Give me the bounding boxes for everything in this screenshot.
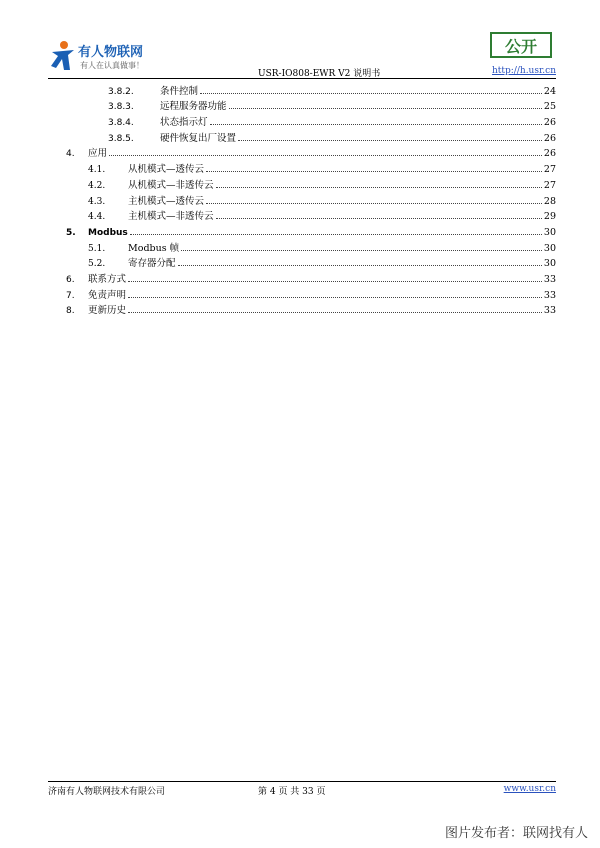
toc-entry[interactable] — [48, 254, 556, 270]
toc-entry-number: 4.2. — [88, 180, 106, 191]
toc-entry-page: 33 — [543, 305, 556, 317]
toc-entry[interactable] — [48, 97, 556, 113]
toc-entry[interactable] — [48, 301, 556, 317]
toc-entry-number: 3.8.4. — [108, 118, 134, 129]
watermark: 图片发布者：联网找有人 — [444, 826, 588, 841]
footer-divider — [48, 781, 556, 782]
toc-entry-number: 3.8.2. — [108, 86, 134, 97]
toc-leader-dots — [238, 140, 542, 141]
toc-entry[interactable] — [48, 159, 556, 175]
header-divider — [48, 78, 556, 79]
toc-entry-number: 5.1. — [88, 243, 106, 254]
toc-entry-page: 26 — [543, 148, 556, 160]
brand-name: 有人物联网 — [78, 45, 144, 60]
toc-entry-number: 8. — [66, 306, 75, 317]
toc-leader-dots — [210, 124, 542, 125]
toc-entry-title: 主机模式—透传云 — [128, 195, 205, 207]
toc-entry[interactable] — [48, 81, 556, 97]
toc-entry-page: 26 — [543, 117, 556, 129]
footer-page-number: 第 4 页 共 33 页 — [258, 787, 326, 797]
table-of-contents — [48, 81, 556, 316]
toc-leader-dots — [178, 265, 542, 266]
company-logo — [48, 38, 168, 78]
person-logo-icon — [48, 40, 78, 72]
toc-entry[interactable] — [48, 285, 556, 301]
footer-website-link[interactable]: www.usr.cn — [503, 784, 556, 794]
toc-entry-title: 从机模式—透传云 — [128, 164, 205, 176]
toc-entry-title: 远程服务器功能 — [160, 101, 227, 113]
toc-leader-dots — [216, 187, 542, 188]
toc-entry-number: 4.4. — [88, 212, 106, 223]
toc-entry[interactable] — [48, 112, 556, 128]
brand-slogan: 有人在认真做事！ — [80, 61, 144, 70]
toc-leader-dots — [109, 155, 542, 156]
toc-entry-number: 5.2. — [88, 259, 106, 270]
toc-entry-number: 4.3. — [88, 196, 106, 207]
toc-entry-title: 更新历史 — [88, 305, 127, 317]
toc-leader-dots — [128, 297, 542, 298]
toc-leader-dots — [128, 312, 542, 313]
toc-entry-title: 主机模式—非透传云 — [128, 211, 214, 223]
toc-entry-number: 6. — [66, 274, 75, 285]
document-title: USR-IO808-EWR V2 说明书 — [258, 69, 381, 79]
toc-entry-title: 从机模式—非透传云 — [128, 179, 214, 191]
footer-company: 济南有人物联网技术有限公司 — [48, 787, 166, 797]
toc-leader-dots — [128, 281, 542, 282]
public-badge: 公开 — [490, 32, 552, 58]
toc-entry-title: 联系方式 — [88, 273, 127, 285]
toc-entry[interactable] — [48, 238, 556, 254]
toc-entry-page: 24 — [543, 85, 556, 97]
toc-leader-dots — [181, 250, 542, 251]
toc-leader-dots — [216, 218, 542, 219]
toc-entry[interactable] — [48, 207, 556, 223]
toc-entry-title: Modbus 帧 — [128, 242, 180, 254]
toc-entry-title: 硬件恢复出厂设置 — [160, 132, 237, 144]
toc-entry-page: 33 — [543, 273, 556, 285]
toc-entry-page: 27 — [543, 164, 556, 176]
toc-entry-page: 33 — [543, 289, 556, 301]
toc-entry-number: 4.1. — [88, 165, 106, 176]
toc-leader-dots — [206, 203, 542, 204]
toc-entry-page: 25 — [543, 101, 556, 113]
toc-entry[interactable] — [48, 175, 556, 191]
toc-entry-page: 28 — [543, 195, 556, 207]
toc-entry-number: 3.8.3. — [108, 102, 134, 113]
header-website-link[interactable]: http://h.usr.cn — [492, 66, 556, 76]
toc-entry[interactable] — [48, 222, 556, 238]
toc-leader-dots — [130, 234, 542, 235]
toc-entry-page: 30 — [543, 242, 556, 254]
toc-entry-number: 4. — [66, 149, 75, 160]
toc-leader-dots — [229, 108, 542, 109]
toc-entry-number: 7. — [66, 290, 75, 301]
toc-leader-dots — [206, 171, 542, 172]
toc-entry-page: 29 — [543, 211, 556, 223]
toc-entry[interactable] — [48, 269, 556, 285]
toc-entry-page: 26 — [543, 132, 556, 144]
page-header — [48, 38, 556, 78]
toc-entry-number: 5. — [66, 227, 76, 238]
toc-entry-title: Modbus — [88, 227, 128, 238]
toc-leader-dots — [200, 93, 542, 94]
toc-entry-page: 27 — [543, 179, 556, 191]
toc-entry-page: 30 — [543, 258, 556, 270]
toc-entry[interactable] — [48, 191, 556, 207]
toc-entry[interactable] — [48, 128, 556, 144]
toc-entry-title: 免责声明 — [88, 289, 127, 301]
toc-entry[interactable] — [48, 144, 556, 160]
toc-entry-title: 状态指示灯 — [160, 117, 208, 129]
toc-entry-title: 应用 — [88, 148, 108, 160]
toc-entry-page: 30 — [543, 226, 556, 238]
toc-entry-title: 寄存器分配 — [128, 258, 176, 270]
toc-entry-title: 条件控制 — [160, 85, 199, 97]
toc-entry-number: 3.8.5. — [108, 133, 134, 144]
